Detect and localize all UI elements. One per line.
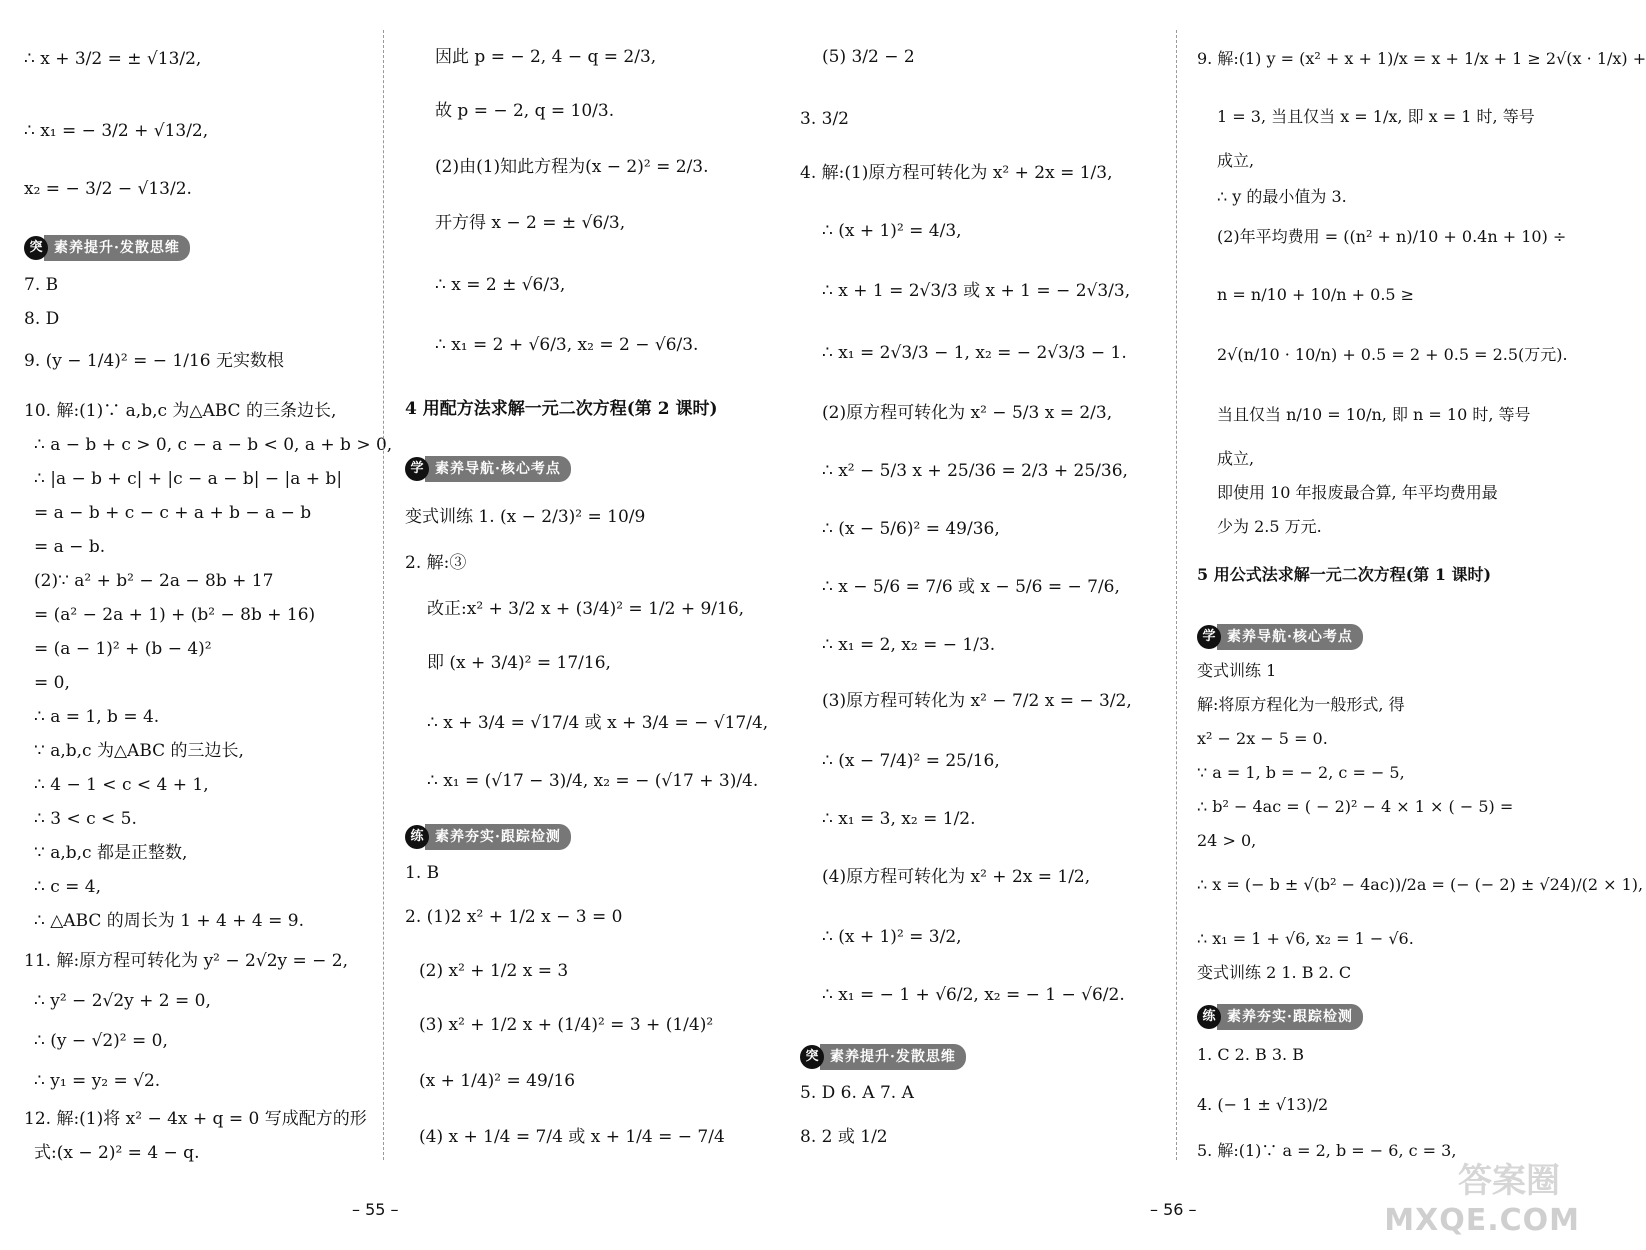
text-line: ∴ |a − b + c| + |c − a − b| − |a + b| xyxy=(34,469,343,489)
text-line: x₂ = − 3/2 − √13/2. xyxy=(24,179,192,199)
text-line: n = n/10 + 10/n + 0.5 ≥ xyxy=(1217,285,1415,304)
text-line: ∴ x² − 5/3 x + 25/36 = 2/3 + 25/36, xyxy=(822,461,1128,481)
text-line: 解:将原方程化为一般形式, 得 xyxy=(1197,695,1405,714)
text-line: = 0, xyxy=(34,673,70,693)
column-1 xyxy=(24,28,393,1180)
text-line: ∴ x + 1 = 2√3/3 或 x + 1 = − 2√3/3, xyxy=(822,281,1131,301)
text-line: ∴ b² − 4ac = ( − 2)² − 4 × 1 × ( − 5) = xyxy=(1197,797,1514,816)
lian-icon: 练 xyxy=(1197,1005,1221,1029)
text-line: 当且仅当 n/10 = 10/n, 即 n = 10 时, 等号 xyxy=(1217,405,1531,424)
text-line: ∴ 3 < c < 5. xyxy=(34,809,137,829)
text-line: 1 = 3, 当且仅当 x = 1/x, 即 x = 1 时, 等号 xyxy=(1217,107,1535,126)
section-badge xyxy=(405,824,571,850)
section-label: 素养导航·核心考点 xyxy=(1217,624,1363,650)
text-line: = (a − 1)² + (b − 4)² xyxy=(34,639,212,659)
text-line: 故 p = − 2, q = 10/3. xyxy=(435,101,615,121)
section-badge xyxy=(800,1044,966,1070)
text-line: 成立, xyxy=(1217,151,1255,170)
column-4 xyxy=(1197,28,1646,1180)
text-line: ∴ x₁ = 2, x₂ = − 1/3. xyxy=(822,635,996,655)
text-line: 10. 解:(1)∵ a,b,c 为△ABC 的三条边长, xyxy=(24,401,337,421)
section-label: 素养夯实·跟踪检测 xyxy=(1217,1004,1363,1030)
text-line: ∴ a − b + c > 0, c − a − b < 0, a + b > 0, xyxy=(34,435,393,455)
text-line: ∴ c = 4, xyxy=(34,877,102,897)
text-line: ∴ y₁ = y₂ = √2. xyxy=(34,1071,161,1091)
text-line: ∵ a = 1, b = − 2, c = − 5, xyxy=(1197,763,1405,782)
page-number-left: – 55 – xyxy=(352,1200,399,1219)
column-3 xyxy=(800,28,1170,1180)
text-line: ∴ x₁ = 3, x₂ = 1/2. xyxy=(822,809,976,829)
text-line: 8. D xyxy=(24,309,60,329)
text-line: (2)年平均费用 = ((n² + n)/10 + 0.4n + 10) ÷ xyxy=(1217,227,1567,246)
tu-icon: 突 xyxy=(800,1045,824,1069)
text-line: 成立, xyxy=(1217,449,1255,468)
text-line: 4. (− 1 ± √13)/2 xyxy=(1197,1095,1329,1114)
text-line: ∴ x = 2 ± √6/3, xyxy=(435,275,566,295)
text-line: 5. 解:(1)∵ a = 2, b = − 6, c = 3, xyxy=(1197,1141,1457,1160)
text-line: 7. B xyxy=(24,275,59,295)
text-line: ∴ a = 1, b = 4. xyxy=(34,707,160,727)
text-line: ∴ x₁ = 2 + √6/3, x₂ = 2 − √6/3. xyxy=(435,335,699,355)
text-line: = a − b + c − c + a + b − a − b xyxy=(34,503,312,523)
text-line: ∴ x₁ = (√17 − 3)/4, x₂ = − (√17 + 3)/4. xyxy=(427,771,759,791)
text-line: 3. 3/2 xyxy=(800,109,849,129)
section-label: 素养夯实·跟踪检测 xyxy=(425,824,571,850)
text-line: ∴ y 的最小值为 3. xyxy=(1217,187,1347,206)
text-line: ∴ x + 3/2 = ± √13/2, xyxy=(24,49,202,69)
text-line: 1. B xyxy=(405,863,440,883)
text-line: (4) x + 1/4 = 7/4 或 x + 1/4 = − 7/4 xyxy=(419,1127,725,1147)
text-line: 因此 p = − 2, 4 − q = 2/3, xyxy=(435,47,657,67)
text-line: (x + 1/4)² = 49/16 xyxy=(419,1071,576,1091)
text-line: 2. 解:③ xyxy=(405,553,467,573)
text-line: ∴ x₁ = 1 + √6, x₂ = 1 − √6. xyxy=(1197,929,1414,948)
text-line: 2√(n/10 · 10/n) + 0.5 = 2 + 0.5 = 2.5(万元). xyxy=(1217,345,1568,364)
text-line: 2. (1)2 x² + 1/2 x − 3 = 0 xyxy=(405,907,623,927)
text-line: ∴ x₁ = − 3/2 + √13/2, xyxy=(24,121,209,141)
xue-icon: 学 xyxy=(405,457,429,481)
text-line: ∴ (x + 1)² = 4/3, xyxy=(822,221,962,241)
text-line: ∴ △ABC 的周长为 1 + 4 + 4 = 9. xyxy=(34,911,305,931)
text-line: 式:(x − 2)² = 4 − q. xyxy=(34,1143,200,1163)
page-number-right: – 56 – xyxy=(1150,1200,1197,1219)
text-line: ∴ y² − 2√2y + 2 = 0, xyxy=(34,991,211,1011)
text-line: ∴ x₁ = − 1 + √6/2, x₂ = − 1 − √6/2. xyxy=(822,985,1125,1005)
text-line: ∵ a,b,c 都是正整数, xyxy=(34,843,188,863)
text-line: ∴ (x − 7/4)² = 25/16, xyxy=(822,751,1000,771)
text-line: ∴ x = (− b ± √(b² − 4ac))/2a = (− (− 2) ± √24)/(2 × 1), xyxy=(1197,875,1644,894)
section-title: 5 用公式法求解一元二次方程(第 1 课时) xyxy=(1197,565,1492,584)
text-line: ∵ a,b,c 为△ABC 的三边长, xyxy=(34,741,244,761)
section-badge xyxy=(1197,624,1363,650)
text-line: (5) 3/2 − 2 xyxy=(822,47,915,67)
text-line: = (a² − 2a + 1) + (b² − 8b + 16) xyxy=(34,605,316,625)
text-line: ∴ 4 − 1 < c < 4 + 1, xyxy=(34,775,209,795)
text-line: 开方得 x − 2 = ± √6/3, xyxy=(435,213,626,233)
column-divider xyxy=(383,30,384,1160)
text-line: (4)原方程可转化为 x² + 2x = 1/2, xyxy=(822,867,1091,887)
text-line: 变式训练 2 1. B 2. C xyxy=(1197,963,1352,982)
text-line: (2)由(1)知此方程为(x − 2)² = 2/3. xyxy=(435,157,709,177)
section-label: 素养提升·发散思维 xyxy=(44,235,190,261)
text-line: 12. 解:(1)将 x² − 4x + q = 0 写成配方的形 xyxy=(24,1109,367,1129)
text-line: 9. 解:(1) y = (x² + x + 1)/x = x + 1/x + 1 ≥ 2√(x · 1/x) + xyxy=(1197,49,1646,68)
text-line: 少为 2.5 万元. xyxy=(1217,517,1322,536)
text-line: ∴ (y − √2)² = 0, xyxy=(34,1031,168,1051)
section-badge xyxy=(1197,1004,1363,1030)
section-badge xyxy=(24,235,190,261)
text-line: x² − 2x − 5 = 0. xyxy=(1197,729,1328,748)
text-line: 即使用 10 年报废最合算, 年平均费用最 xyxy=(1217,483,1498,502)
watermark-logo: 答案圈 xyxy=(1458,1161,1560,1201)
text-line: 11. 解:原方程可转化为 y² − 2√2y = − 2, xyxy=(24,951,349,971)
text-line: (2) x² + 1/2 x = 3 xyxy=(419,961,569,981)
text-line: ∴ x + 3/4 = √17/4 或 x + 3/4 = − √17/4, xyxy=(427,713,769,733)
text-line: 4. 解:(1)原方程可转化为 x² + 2x = 1/3, xyxy=(800,163,1113,183)
text-line: ∴ (x − 5/6)² = 49/36, xyxy=(822,519,1000,539)
text-line: ∴ x − 5/6 = 7/6 或 x − 5/6 = − 7/6, xyxy=(822,577,1120,597)
section-title: 4 用配方法求解一元二次方程(第 2 课时) xyxy=(405,399,718,419)
text-line: 变式训练 1 xyxy=(1197,661,1277,680)
section-label: 素养提升·发散思维 xyxy=(820,1044,966,1070)
text-line: 24 > 0, xyxy=(1197,831,1257,850)
section-badge xyxy=(405,456,571,482)
text-line: (2)原方程可转化为 x² − 5/3 x = 2/3, xyxy=(822,403,1113,423)
text-line: 1. C 2. B 3. B xyxy=(1197,1045,1304,1064)
text-line: = a − b. xyxy=(34,537,106,557)
text-line: (3)原方程可转化为 x² − 7/2 x = − 3/2, xyxy=(822,691,1132,711)
text-line: 5. D 6. A 7. A xyxy=(800,1083,914,1103)
lian-icon: 练 xyxy=(405,825,429,849)
text-line: (2)∵ a² + b² − 2a − 8b + 17 xyxy=(34,571,274,591)
watermark-url: MXQE.COM xyxy=(1384,1203,1580,1238)
tu-icon: 突 xyxy=(24,236,48,260)
text-line: ∴ x₁ = 2√3/3 − 1, x₂ = − 2√3/3 − 1. xyxy=(822,343,1127,363)
column-2 xyxy=(405,28,780,1180)
text-line: 改正:x² + 3/2 x + (3/4)² = 1/2 + 9/16, xyxy=(427,599,745,619)
xue-icon: 学 xyxy=(1197,625,1221,649)
section-label: 素养导航·核心考点 xyxy=(425,456,571,482)
text-line: 8. 2 或 1/2 xyxy=(800,1127,888,1147)
text-line: (3) x² + 1/2 x + (1/4)² = 3 + (1/4)² xyxy=(419,1015,714,1035)
text-line: 即 (x + 3/4)² = 17/16, xyxy=(427,653,611,673)
text-line: ∴ (x + 1)² = 3/2, xyxy=(822,927,962,947)
text-line: 变式训练 1. (x − 2/3)² = 10/9 xyxy=(405,507,646,527)
text-line: 9. (y − 1/4)² = − 1/16 无实数根 xyxy=(24,351,284,371)
column-divider xyxy=(1176,30,1177,1160)
